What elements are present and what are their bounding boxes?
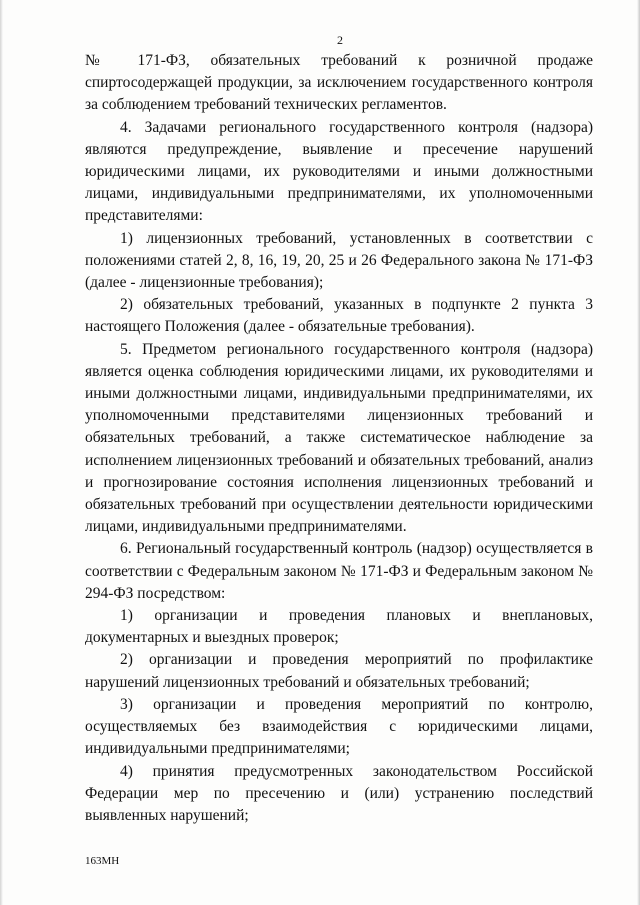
paragraph-subitem-6-4: 4) принятия предусмотренных законодательством Российской Федерации мер по пресечению и (или) устранению последствий выявленных нарушений; [85,762,593,824]
page-number: 2 [337,33,343,47]
paragraph-item-5: 5. Предметом регионального государственного контроля (надзора) является оценка соблюдения юридическими лицами, их руководителями и иными должностными лицами, индивидуальными предпринимателями, их уполномоченными представителями лицензионных требований и обязательных требований, а также систематическое наблюдение за исполнением лицензионных требований и обязательных требований, анализ и прогнозирование состояния исполнения лицензионных требований и обязательных требований при осуществлении деятельности юридическими лицами, индивидуальными предпринимателями. [85,340,593,536]
document-code: 163МН [85,855,120,867]
document-body [85,50,593,827]
paragraph-subitem-6-1: 1) организации и проведения плановых и внеплановых, документарных и выездных проверок; [85,607,593,647]
paragraph-subitem-6-2: 2) организации и проведения мероприятий по профилактике нарушений лицензионных требований и обязательных требований; [85,651,593,691]
paragraph-item-6: 6. Региональный государственный контроль (надзор) осуществляется в соответствии с Федеральным законом № 171-ФЗ и Федеральным законом № 294-ФЗ посредством: [85,540,593,602]
scan-edge-left [0,0,3,905]
paragraph-continuation: № 171-ФЗ, обязательных требований к розничной продаже спиртосодержащей продукции, за исключением государственного контроля за соблюдением требований технических регламентов. [85,52,593,114]
paragraph-subitem-4-1: 1) лицензионных требований, установленных в соответствии с положениями статей 2, 8, 16, 19, 20, 25 и 26 Федерального закона № 171-ФЗ (далее - лицензионные требования); [85,229,593,292]
paragraph-subitem-4-2: 2) обязательных требований, указанных в подпункте 2 пункта 3 настоящего Положения (далее - обязательные требования). [85,296,593,336]
paragraph-subitem-6-3: 3) организации и проведения мероприятий по контролю, осуществляемых без взаимодействия с юридическими лицами, индивидуальными предпринимателями; [85,695,593,758]
paragraph-item-4: 4. Задачами регионального государственного контроля (надзора) являются предупреждение, выявление и пресечение нарушений юридическими лицами, их руководителями и иными должностными лицами, индивидуальными предпринимателями, их уполномоченными представителями: [85,118,593,225]
